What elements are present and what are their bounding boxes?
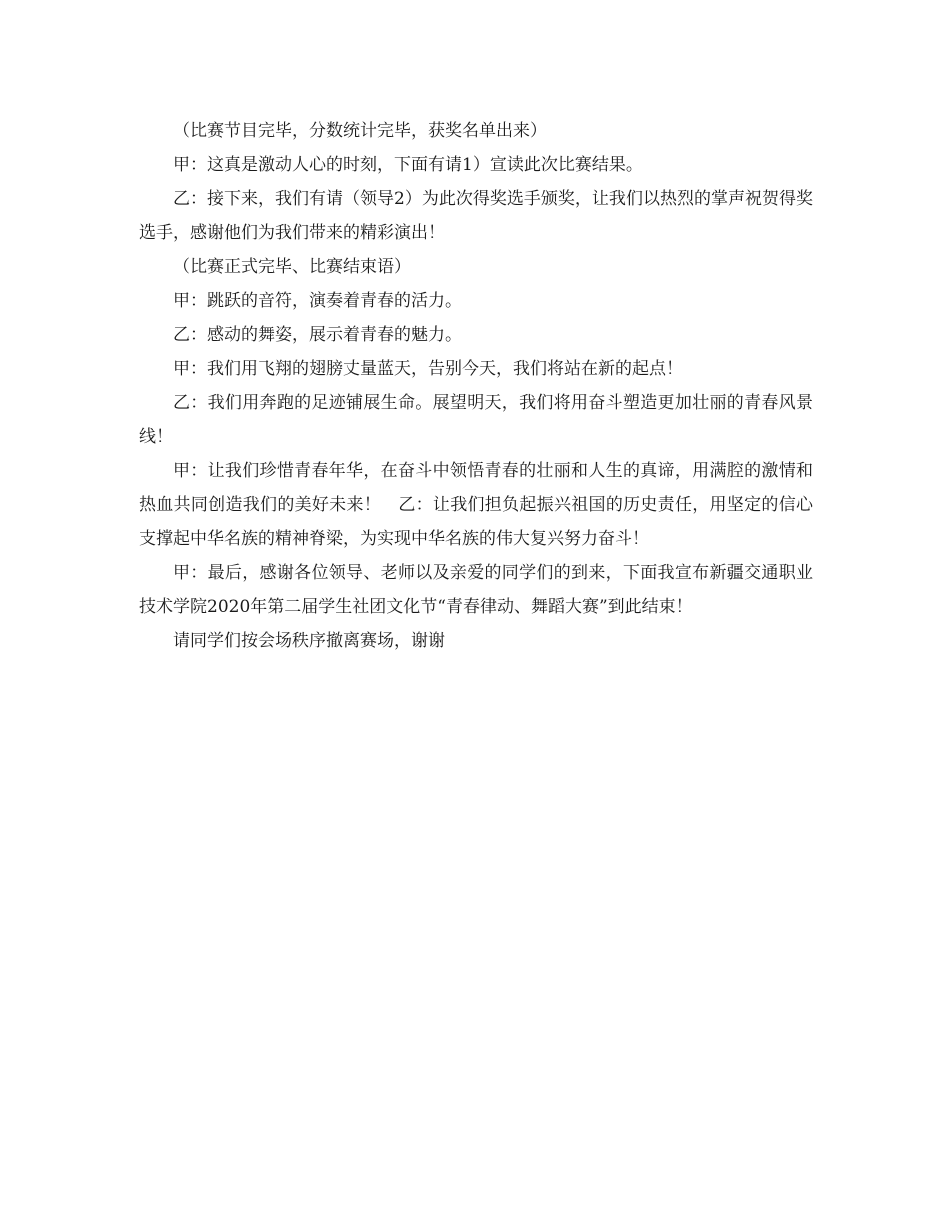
paragraph-5: 甲：跳跃的音符，演奏着青春的活力。	[173, 291, 462, 311]
paragraph-3: 乙：接下来，我们有请（领导2）为此次得奖选手颁奖，让我们以热烈的掌声祝贺得奖选手，感谢他们为我们带来的精彩演出！	[139, 189, 813, 243]
paragraph-8: 乙：我们用奔跑的足迹铺展生命。展望明天，我们将用奋斗塑造更加壮丽的青春风景线！	[139, 393, 813, 447]
paragraph-9: 甲：让我们珍惜青春年华，在奋斗中领悟青春的壮丽和人生的真谛，用满腔的激情和热血共同创造我们的美好未来！ 乙：让我们担负起振兴祖国的历史责任，用坚定的信心支撑起中华名族的精神脊梁，为实现中华名族的伟大复兴努力奋斗！	[139, 461, 813, 549]
paragraph-4: （比赛正式完毕、比赛结束语）	[173, 257, 411, 277]
paragraph-11: 请同学们按会场秩序撤离赛场，谢谢	[173, 631, 445, 651]
paragraph-2: 甲：这真是激动人心的时刻，下面有请1）宣读此次比赛结果。	[173, 155, 643, 175]
paragraph-1: （比赛节目完毕，分数统计完毕，获奖名单出来）	[173, 121, 547, 141]
paragraph-10: 甲：最后，感谢各位领导、老师以及亲爱的同学们的到来，下面我宣布新疆交通职业技术学院2020年第二届学生社团文化节“青春律动、舞蹈大赛”到此结束！	[139, 563, 813, 617]
paragraph-7: 甲：我们用飞翔的翅膀丈量蓝天，告别今天，我们将站在新的起点！	[173, 359, 683, 379]
document-body	[139, 114, 813, 658]
paragraph-6: 乙：感动的舞姿，展示着青春的魅力。	[173, 325, 462, 345]
